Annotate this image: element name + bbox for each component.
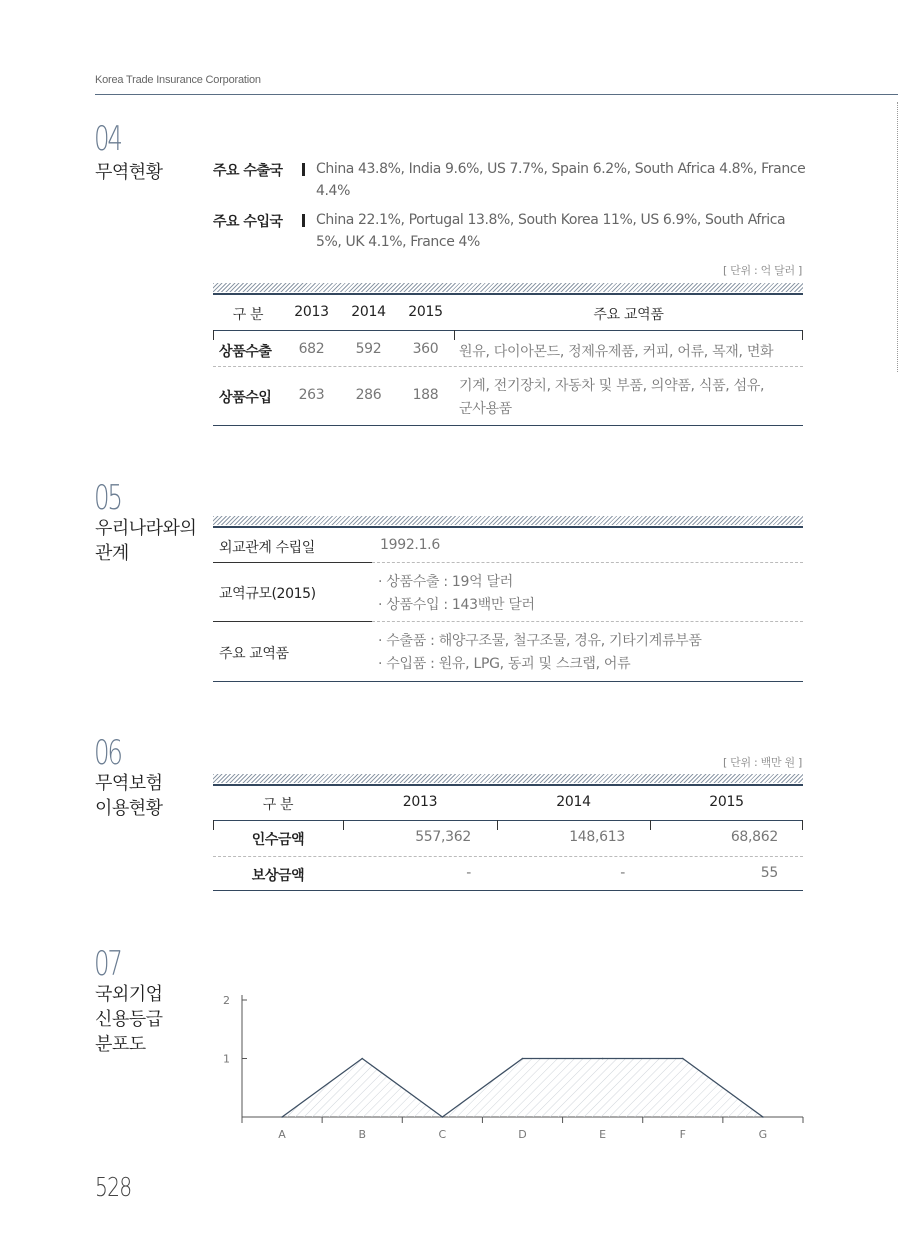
data-point-A [281, 1116, 283, 1118]
th-2013: 2013 [294, 304, 329, 320]
row-underwriting-2013: 557,362 [415, 829, 471, 845]
import-countries-label: 주요 수입국 [213, 214, 283, 230]
x-tick-label: F [679, 1128, 686, 1141]
section-04-unit: [ 단위 : 억 달러 ] [722, 264, 802, 277]
major-goods-export: · 수출품 : 해양구조물, 철구조물, 경유, 기타기계류부품 [378, 633, 702, 649]
trade-volume-label: 교역규모(2015) [219, 586, 316, 602]
section-06-unit: [ 단위 : 백만 원 ] [722, 756, 802, 769]
x-tick-label: G [758, 1128, 768, 1141]
section-07-number: 07 [94, 944, 121, 984]
data-point-B [361, 1058, 363, 1060]
col-tick [802, 330, 803, 340]
th-2015: 2015 [408, 304, 443, 320]
x-tick-label: A [278, 1128, 286, 1141]
row-underwriting-2014: 148,613 [569, 829, 625, 845]
table-top-rule [213, 293, 803, 295]
row-import-goods-line1: 기계, 전기장치, 자동차 및 부품, 의약품, 식품, 섬유, [459, 378, 765, 394]
trade-volume-export: · 상품수출 : 19억 달러 [378, 574, 513, 590]
th-2015: 2015 [709, 794, 744, 810]
row-import-goods-line2: 군사용품 [459, 401, 512, 417]
y-tick-label: 2 [223, 994, 230, 1007]
col-tick [802, 820, 803, 830]
header-org: Korea Trade Insurance Corporation [95, 74, 261, 86]
data-point-E [602, 1058, 604, 1060]
row-rule-left [213, 621, 372, 622]
table-hatch [213, 774, 803, 783]
row-export-2015: 360 [412, 341, 439, 357]
section-05-title: 우리나라와의 관계 [95, 518, 197, 564]
section-04-title: 무역현황 [95, 162, 163, 183]
section-05-number: 05 [94, 478, 121, 518]
table-bottom-rule [213, 890, 803, 891]
trade-volume-import: · 상품수입 : 143백만 달러 [378, 597, 535, 613]
major-goods-import: · 수입품 : 원유, LPG, 동괴 및 스크랩, 어류 [378, 656, 631, 672]
data-point-C [442, 1116, 444, 1118]
table-top-rule [213, 784, 803, 786]
table-top-rule [213, 526, 803, 528]
x-tick-label: C [438, 1128, 447, 1141]
table-header-rule [213, 820, 803, 821]
section-06-number: 06 [94, 733, 121, 773]
data-point-D [522, 1058, 524, 1060]
th-2014: 2014 [556, 794, 591, 810]
export-countries-label: 주요 수출국 [213, 163, 283, 179]
row-underwriting-2015: 68,862 [730, 829, 778, 845]
y-tick-label: 1 [223, 1052, 230, 1066]
th-major-goods: 주요 교역품 [593, 307, 664, 323]
row-export-goods: 원유, 다이아몬드, 정제유제품, 커피, 어류, 목재, 면화 [459, 344, 774, 360]
row-import-2013: 263 [298, 387, 325, 403]
row-divider [213, 366, 803, 367]
row-divider [372, 621, 803, 622]
row-export-2014: 592 [355, 341, 382, 357]
data-point-F [682, 1058, 684, 1060]
row-claims-2013: - [466, 865, 471, 881]
table-bottom-rule [213, 681, 803, 682]
section-07-title: 국외기업 신용등급 분포도 [95, 984, 163, 1055]
x-tick-label: B [358, 1128, 366, 1141]
row-underwriting-label: 인수금액 [251, 832, 305, 848]
credit-rating-chart [215, 985, 815, 1145]
row-claims-2014: - [620, 865, 625, 881]
x-tick-label: E [599, 1128, 607, 1141]
table-hatch [213, 516, 803, 525]
major-goods-label: 주요 교역품 [219, 646, 289, 662]
row-claims-label: 보상금액 [251, 868, 305, 884]
section-04-number: 04 [94, 119, 121, 159]
row-export-label: 상품수출 [219, 344, 272, 360]
page-number: 528 [95, 1173, 132, 1203]
th-category: 구 분 [262, 797, 294, 813]
data-point-G [762, 1116, 764, 1118]
row-import-2015: 188 [412, 387, 439, 403]
row-claims-2015: 55 [760, 865, 778, 881]
col-tick [213, 330, 214, 340]
row-import-label: 상품수입 [219, 390, 272, 406]
x-tick-label: D [518, 1128, 527, 1141]
diplomatic-value: 1992.1.6 [380, 537, 440, 553]
row-import-2014: 286 [355, 387, 382, 403]
row-export-2013: 682 [298, 341, 325, 357]
col-tick [454, 330, 455, 340]
import-countries-text: China 22.1%, Portugal 13.8%, South Korea 11%, US 6.9%, South Africa 5%, UK 4.1%, France 4% [316, 212, 786, 250]
th-2014: 2014 [351, 304, 386, 320]
diplomatic-label: 외교관계 수립일 [219, 540, 315, 556]
table-header-rule [213, 330, 803, 331]
th-2013: 2013 [402, 794, 438, 810]
export-bar [302, 163, 305, 176]
row-divider [213, 856, 803, 857]
import-bar [302, 214, 305, 227]
header-rule [95, 94, 898, 95]
row-divider [372, 562, 803, 563]
table-hatch [213, 283, 803, 292]
series-area [282, 1059, 763, 1118]
th-category: 구 분 [232, 307, 264, 323]
table-bottom-rule [213, 425, 803, 426]
export-countries-text: China 43.8%, India 9.6%, US 7.7%, Spain 6.2%, South Africa 4.8%, France 4.4% [316, 161, 806, 199]
row-rule-left [213, 562, 372, 563]
section-06-title: 무역보험 이용현황 [95, 773, 163, 819]
